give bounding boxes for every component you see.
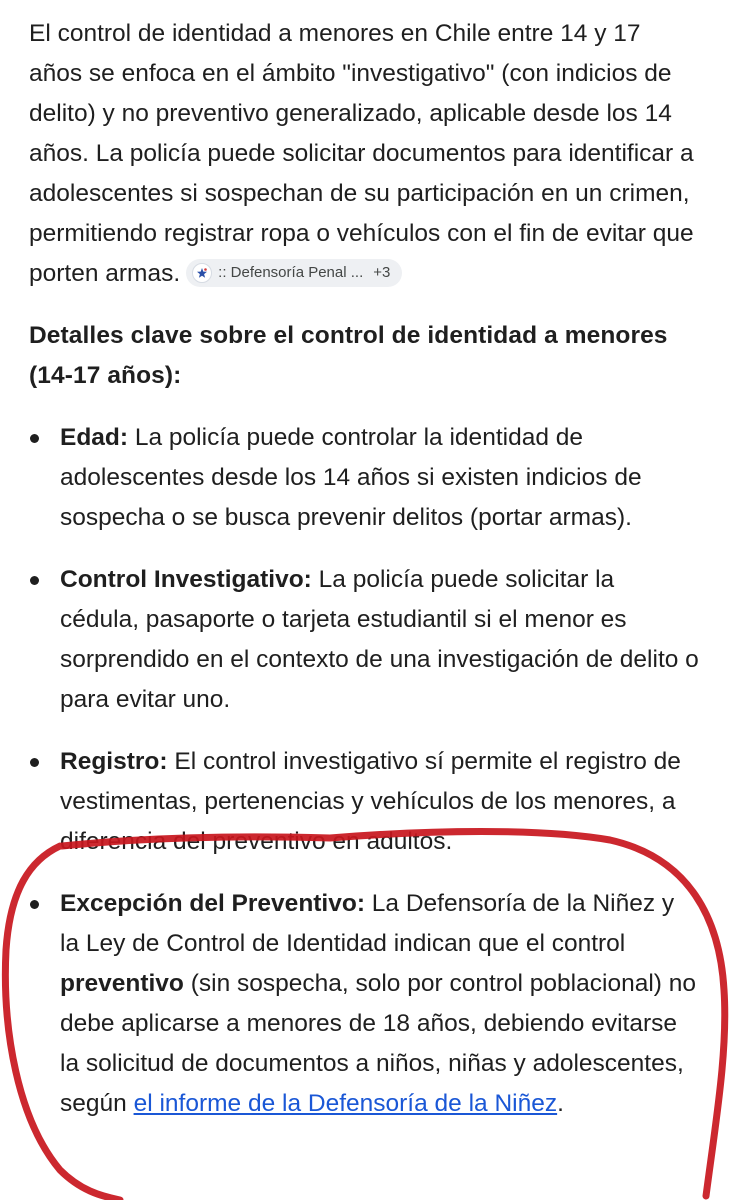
bullet-title: Registro: <box>60 748 168 775</box>
intro-paragraph <box>29 14 699 294</box>
bullet-text-continued: (sin sospecha, solo por control poblacional) no debe aplicarse a menores de 18 años, debiendo evitarse la solicitud de documentos a niños, niñas y adolescentes, según <box>60 970 696 1117</box>
section-heading: Detalles clave sobre el control de identidad a menores (14-17 años): <box>29 322 668 389</box>
list-item-control-investigativo <box>29 560 699 720</box>
bullet-dot <box>30 758 39 767</box>
bullet-dot <box>30 900 39 909</box>
sentence-end: . <box>557 1090 564 1117</box>
defensoria-report-link[interactable]: el informe de la Defensoría de la Niñez <box>133 1090 558 1117</box>
bullet-title: Edad: <box>60 424 129 451</box>
source-chip[interactable] <box>186 259 402 287</box>
bullet-dot <box>30 576 39 585</box>
source-chip-count: +3 <box>373 264 391 281</box>
list-item-edad <box>29 418 699 538</box>
bullet-text: El control investigativo sí permite el registro de vestimentas, pertenencias y vehículos de los menores, a diferencia del preventivo en adultos. <box>60 748 681 855</box>
source-logo-icon <box>192 263 212 283</box>
intro-text: El control de identidad a menores en Chile entre 14 y 17 años se enfoca en el ámbito "investigativo" (con indicios de delito) y no preventivo generalizado, aplicable desde los 14 años. La policía puede solicitar documentos para identificar a adolescentes si sospechan de su participación en un crimen, permitiendo registrar ropa o vehículos con el fin de evitar que porten armas. <box>29 20 694 287</box>
bullet-text: La Defensoría de la Niñez y la Ley de Control de Identidad indican que el control <box>60 890 675 957</box>
list-item-excepcion-preventivo <box>29 884 699 1124</box>
bold-word: preventivo <box>60 970 184 997</box>
list-item-registro <box>29 742 699 862</box>
bullet-title: Control Investigativo: <box>60 566 312 593</box>
bullet-title: Excepción del Preventivo: <box>60 890 365 917</box>
bullet-text: La policía puede solicitar la cédula, pasaporte o tarjeta estudiantil si el menor es sorprendido en el contexto de una investigación de delito o para evitar uno. <box>60 566 699 713</box>
bullet-dot <box>30 434 39 443</box>
bullet-text: La policía puede controlar la identidad de adolescentes desde los 14 años si existen indicios de sospecha o se busca prevenir delitos (portar armas). <box>60 424 642 531</box>
source-chip-label: :: Defensoría Penal ... <box>218 264 364 281</box>
details-list <box>29 418 699 1124</box>
